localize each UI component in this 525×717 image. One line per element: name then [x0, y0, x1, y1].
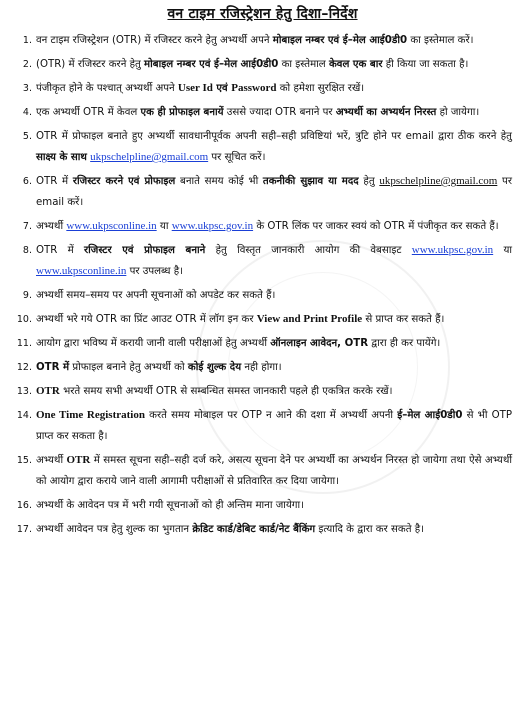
bold-english-text: OTR: [66, 454, 91, 466]
bold-text: अभ्यर्थी का अभ्यर्थन निरस्त: [335, 107, 437, 118]
plain-text: अभ्यर्थी समय–समय पर अपनी सूचनाओं को अपडेट कर सकते हैं।: [36, 290, 276, 301]
plain-text: से प्राप्त कर सकते हैं।: [362, 314, 445, 325]
instruction-item: [12, 240, 512, 282]
web-link[interactable]: www.ukpsc.gov.in: [171, 220, 254, 232]
plain-text: पर email करें।: [36, 176, 512, 208]
instruction-item: [12, 126, 512, 168]
item-text: [36, 450, 512, 492]
instruction-item: [12, 78, 512, 99]
instruction-item: [12, 30, 512, 51]
plain-text: एक अभ्यर्थी OTR में केवल: [36, 107, 141, 118]
plain-text: बनाते समय कोई भी: [175, 176, 263, 187]
web-link[interactable]: www.ukpsc.gov.in: [411, 244, 494, 256]
plain-text: का इस्तेमाल: [278, 59, 329, 70]
item-text: [36, 171, 512, 213]
instruction-item: [12, 519, 512, 540]
item-text: [36, 309, 512, 330]
bold-english-text: View and Print Profile: [256, 313, 363, 325]
bold-text: ऑनलाइन आवेदन, OTR: [270, 338, 369, 349]
instruction-item: [12, 405, 512, 447]
plain-text: द्वारा ही कर पायेंगे।: [368, 338, 441, 349]
bold-english-text: User Id: [177, 82, 213, 94]
instruction-item: [12, 285, 512, 306]
plain-text: का इस्तेमाल करें।: [407, 35, 474, 46]
item-number: 11.: [16, 338, 32, 349]
page-title: वन टाइम रजिस्ट्रेशन हेतु दिशा–निर्देश: [167, 6, 358, 22]
item-text: [36, 495, 512, 516]
bold-text: एक ही प्रोफाइल बनायें: [140, 107, 224, 118]
plain-text: या: [493, 245, 513, 256]
instruction-item: [12, 216, 512, 237]
bold-text: एवं: [212, 83, 232, 94]
plain-text: हो जायेगा।: [436, 107, 480, 118]
bold-text: तकनीकी सुझाव या मदद: [262, 176, 359, 187]
instruction-item: [12, 450, 512, 492]
bold-english-text: One Time Registration: [36, 409, 145, 421]
plain-text: पर सूचित करें।: [208, 152, 266, 163]
item-text: [36, 405, 512, 447]
plain-text: प्रोफाइल बनाने हेतु अभ्यर्थी को: [69, 362, 188, 373]
item-number: 6.: [22, 176, 32, 187]
plain-text: आयोग द्वारा भविष्य में करायी जानी वाली परीक्षाओं हेतु अभ्यर्थी: [36, 338, 271, 349]
plain-text: के OTR लिंक पर जाकर स्वयं को OTR में पंजीकृत कर सकते हैं।: [253, 221, 499, 232]
plain-text: में समस्त सूचना सही–सही दर्ज करे, असत्य सूचना देने पर अभ्यर्थी का अभ्यर्थन निरस्त हो जायेगा तथा ऐसे अभ्यर्थी को आयोग द्वारा कराये जाने वाली आगामी परीक्षाओं से प्रतिवारित कर दिया जायेगा।: [36, 455, 512, 487]
plain-text: वन टाइम रजिस्ट्रेशन (OTR) में रजिस्टर करने हेतु अभ्यर्थी अपने: [36, 35, 273, 46]
web-link[interactable]: www.ukpsconline.in: [36, 265, 127, 277]
item-number: 13.: [16, 386, 32, 397]
plain-text: को हमेशा सुरक्षित रखें।: [276, 83, 365, 94]
item-text: [36, 381, 512, 402]
bold-text: कोई शुल्क देय: [187, 362, 242, 373]
instruction-item: [12, 333, 512, 354]
bold-text: मोबाइल नम्बर एवं ई–मेल आई0डी0: [144, 59, 279, 70]
item-text: [36, 240, 512, 282]
plain-text: पंजीकृत होने के पश्चात् अभ्यर्थी अपने: [36, 83, 178, 94]
item-number: 3.: [22, 83, 32, 94]
plain-text: पर उपलब्ध है।: [126, 266, 184, 277]
plain-text: OTR में: [36, 245, 84, 256]
bold-text: केवल एक बार: [328, 59, 383, 70]
plain-text: नही होगा।: [241, 362, 282, 373]
plain-text: या: [156, 221, 172, 232]
plain-text: OTR में प्रोफाइल बनाते हुए अभ्यर्थी सावधानीपूर्वक अपनी सही–सही प्रविष्टियां भरें, त्रुटि होने पर email द्वारा ठीक करने हेतु: [36, 131, 512, 142]
instruction-item: [12, 357, 512, 378]
plain-text: (OTR) में रजिस्टर करने हेतु: [36, 59, 145, 70]
item-number: 16.: [16, 500, 32, 511]
item-text: [36, 78, 512, 99]
item-text: [36, 126, 512, 168]
bold-english-text: OTR: [36, 385, 60, 397]
plain-text: से भी OTP प्राप्त कर सकता है।: [36, 410, 512, 442]
item-number: 2.: [22, 59, 32, 70]
item-number: 12.: [16, 362, 32, 373]
item-number: 7.: [22, 221, 32, 232]
plain-text: अभ्यर्थी भरे गये OTR का प्रिंट आउट OTR में लॉग इन कर: [36, 314, 257, 325]
item-text: [36, 54, 512, 75]
instruction-item: [12, 495, 512, 516]
item-number: 14.: [16, 410, 32, 421]
instruction-item: [12, 54, 512, 75]
item-text: [36, 30, 512, 51]
item-number: 5.: [22, 131, 32, 142]
item-number: 10.: [16, 314, 32, 325]
plain-text: करते समय मोबाइल पर OTP न आने की दशा में अभ्यर्थी अपनी: [144, 410, 398, 421]
item-text: [36, 216, 512, 237]
web-link[interactable]: ukpschelpline@gmail.com: [90, 151, 209, 163]
bold-text: साक्ष्य के साथ: [36, 152, 87, 163]
plain-text: अभ्यर्थी: [36, 221, 67, 232]
item-number: 4.: [22, 107, 32, 118]
plain-text: OTR में: [36, 176, 73, 187]
plain-text: उससे ज्यादा OTR बनाने पर: [223, 107, 336, 118]
instruction-item: [12, 381, 512, 402]
item-number: 9.: [22, 290, 32, 301]
bold-text: रजिस्टर करने एवं प्रोफाइल: [72, 176, 176, 187]
plain-text: ही किया जा सकता है।: [382, 59, 469, 70]
item-number: 8.: [22, 245, 32, 256]
bold-english-text: Password: [231, 82, 277, 94]
instruction-item: [12, 102, 512, 123]
item-number: 15.: [16, 455, 32, 466]
item-number: 17.: [16, 524, 32, 535]
plain-text: हेतु विस्तृत जानकारी आयोग की वेबसाइट: [205, 245, 412, 256]
item-text: [36, 102, 512, 123]
item-text: [36, 333, 512, 354]
item-text: [36, 519, 512, 540]
instruction-list: [12, 30, 512, 543]
plain-text: हेतु: [358, 176, 380, 187]
item-number: 1.: [22, 35, 32, 46]
plain-text: अभ्यर्थी आवेदन पत्र हेतु शुल्क का भुगतान: [36, 524, 193, 535]
plain-text: भरते समय सभी अभ्यर्थी OTR से सम्बन्धित समस्त जानकारी पहले ही एकत्रित करके रखें।: [59, 386, 393, 397]
instruction-item: [12, 309, 512, 330]
plain-text: इत्यादि के द्वारा कर सकते है।: [315, 524, 425, 535]
web-link[interactable]: www.ukpsconline.in: [66, 220, 157, 232]
plain-text: अभ्यर्थी के आवेदन पत्र में भरी गयी सूचनाओं को ही अन्तिम माना जायेगा।: [36, 500, 305, 511]
bold-text: क्रेडिट कार्ड/डेबिट कार्ड/नेट बैंकिंग: [192, 524, 316, 535]
item-text: [36, 285, 512, 306]
bold-text: मोबाइल नम्बर एवं ई–मेल आई0डी0: [272, 35, 408, 46]
instruction-item: [12, 171, 512, 213]
bold-text: रजिस्टर एवं प्रोफाइल बनाने: [83, 245, 206, 256]
item-text: [36, 357, 512, 378]
bold-text: OTR में: [36, 362, 70, 373]
email-address: ukpschelpline@gmail.com: [379, 175, 498, 187]
bold-text: ई–मेल आई0डी0: [397, 410, 463, 421]
plain-text: अभ्यर्थी: [36, 455, 67, 466]
